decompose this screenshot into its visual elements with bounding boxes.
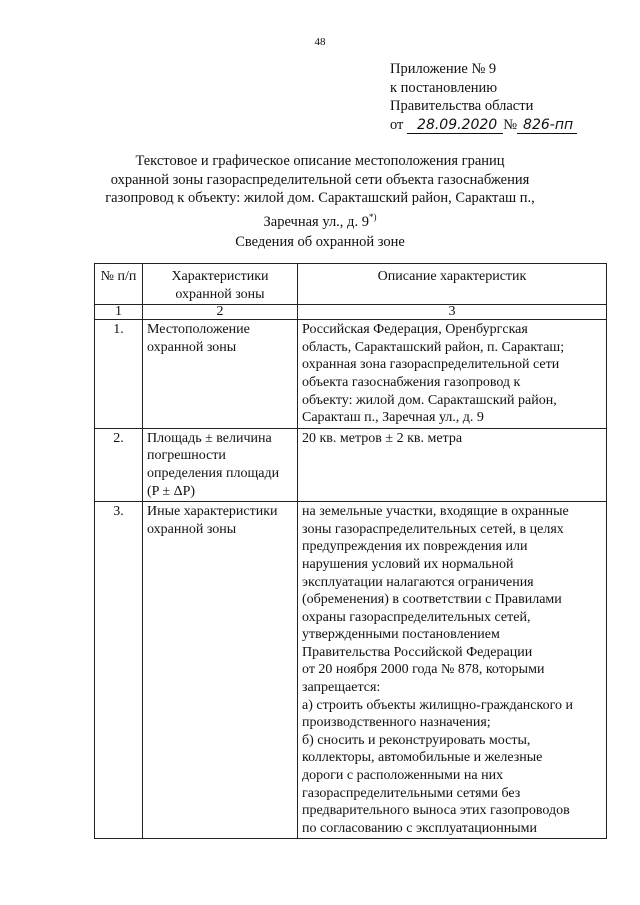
- table-header-row: [95, 264, 607, 305]
- col-number-3: 3: [298, 305, 607, 320]
- description-line: от 20 ноября 2000 года № 878, которыми: [302, 662, 545, 678]
- row-number: 1.: [95, 320, 143, 429]
- description-line: эксплуатации налагаются ограничения: [302, 574, 534, 590]
- title-line-2: охранной зоны газораспределительной сети объекта газоснабжения: [110, 171, 530, 188]
- row-description: [298, 502, 607, 839]
- description-line: охранная зона газораспределительной сети: [302, 357, 560, 373]
- row-characteristic: Иные характеристики охранной зоны: [143, 502, 298, 839]
- protection-zone-table: [94, 263, 607, 839]
- appendix-line-1: Приложение № 9: [390, 61, 497, 77]
- description-line: зоны газораспределительных сетей, в целях: [302, 521, 564, 537]
- description-line: Российская Федерация, Оренбургская: [302, 322, 528, 338]
- description-line: а) строить объекты жилищно-гражданского и: [302, 697, 573, 713]
- description-line: область, Саракташский район, п. Саракташ;: [302, 339, 565, 355]
- description-line: охраны газораспределительных сетей,: [302, 609, 531, 625]
- appendix-number: 826-пп: [517, 118, 577, 134]
- description-line: газораспределительными сетями без: [302, 785, 521, 801]
- description-line: 20 кв. метров ± 2 кв. метра: [302, 430, 463, 446]
- table-row: [95, 428, 607, 501]
- title-line-1: Текстовое и графическое описание местоположения границ: [135, 153, 505, 169]
- footnote-mark: *): [368, 211, 377, 222]
- description-line: Правительства Российской Федерации: [302, 644, 533, 660]
- description-line: утвержденными постановлением: [302, 627, 500, 643]
- appendix-date-line: [390, 116, 577, 135]
- page-number: 48: [314, 36, 326, 48]
- appendix-number-prefix: №: [503, 116, 518, 133]
- header-description: Описание характеристик: [298, 264, 607, 305]
- title-line-3: газопровод к объекту: жилой дом. Саракташский район, Саракташ п.,: [105, 190, 535, 206]
- appendix-from-prefix: от: [390, 116, 404, 133]
- description-line: б) сносить и реконструировать мосты,: [302, 732, 531, 748]
- appendix-line-3: Правительства области: [390, 98, 534, 114]
- description-line: на земельные участки, входящие в охранные: [302, 504, 569, 520]
- row-characteristic: Местоположение охранной зоны: [143, 320, 298, 429]
- description-line: предварительного выноса этих газопроводов: [302, 803, 570, 819]
- description-line: Саракташ п., Заречная ул., д. 9: [302, 410, 484, 426]
- header-num: № п/п: [95, 264, 143, 305]
- description-line: (обременения) в соответствии с Правилами: [302, 592, 562, 608]
- title-line-4-wrap: [80, 208, 560, 231]
- description-line: предупреждения их повреждения или: [302, 539, 528, 555]
- row-characteristic: Площадь ± величина погрешности определения площади (P ± ΔP): [143, 428, 298, 501]
- row-description: [298, 428, 607, 501]
- row-description: [298, 320, 607, 429]
- description-line: дороги с расположенными на них: [302, 768, 504, 784]
- column-number-row: [95, 305, 607, 320]
- document-title: [80, 152, 560, 231]
- description-line: объекта газоснабжения газопровод к: [302, 374, 521, 390]
- table-row: [95, 502, 607, 839]
- description-line: коллекторы, автомобильные и железные: [302, 750, 543, 766]
- title-line-4: Заречная ул., д. 9: [263, 213, 369, 230]
- appendix-block: [390, 60, 577, 134]
- appendix-date: 28.09.2020: [407, 118, 503, 134]
- row-number: 3.: [95, 502, 143, 839]
- appendix-line-2: к постановлению: [390, 79, 498, 96]
- description-line: нарушения условий их нормальной: [302, 556, 514, 572]
- description-line: по согласованию с эксплуатационными: [302, 820, 537, 836]
- table-row: [95, 320, 607, 429]
- description-line: объекту: жилой дом. Саракташский район,: [302, 392, 557, 408]
- header-characteristic: Характеристики охранной зоны: [143, 264, 298, 305]
- description-line: производственного назначения;: [302, 715, 491, 731]
- row-number: 2.: [95, 428, 143, 501]
- col-number-2: 2: [143, 305, 298, 320]
- description-line: запрещается:: [302, 680, 381, 696]
- col-number-1: 1: [95, 305, 143, 320]
- section-title: Сведения об охранной зоне: [235, 234, 405, 250]
